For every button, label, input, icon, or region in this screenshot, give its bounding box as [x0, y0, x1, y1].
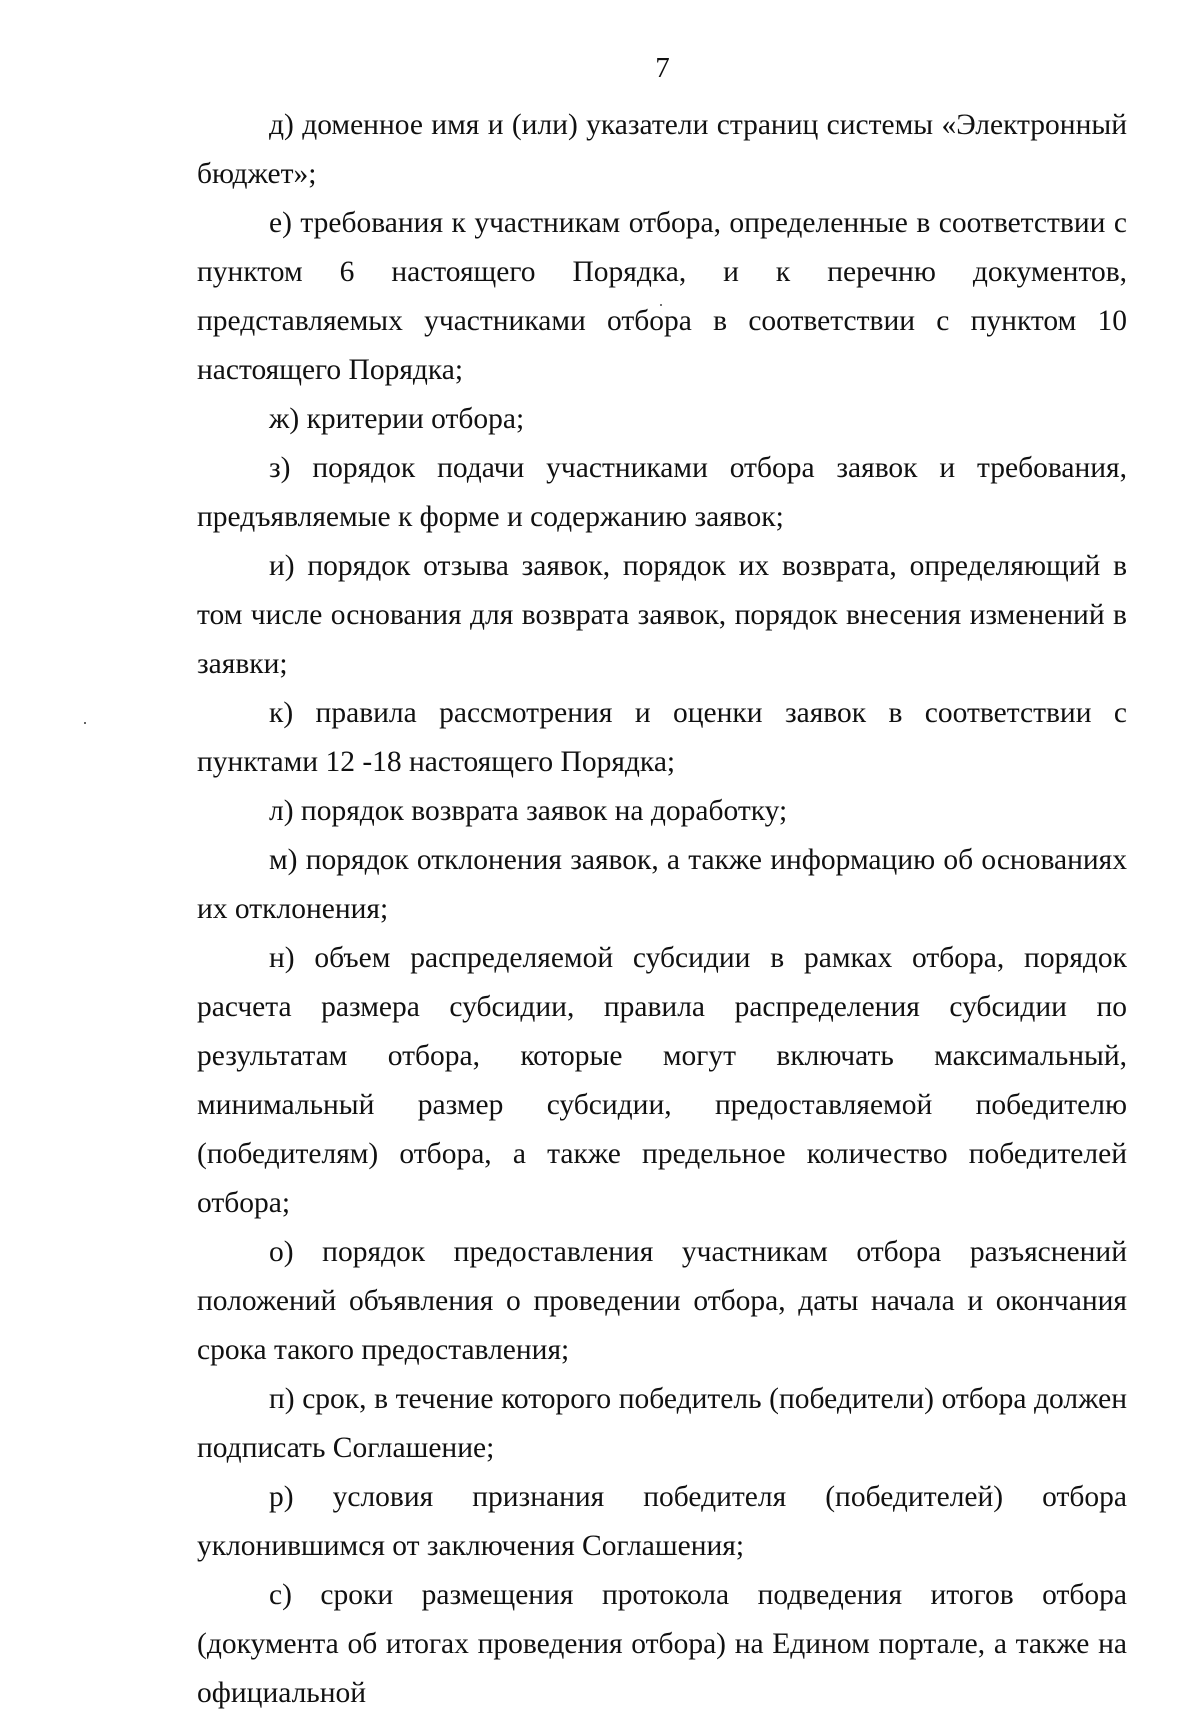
list-item-r: р) условия признания победителя (победителей) отбора уклонившимся от заключения Соглашения;	[197, 1481, 1127, 1562]
list-item-z: з) порядок подачи участниками отбора заявок и требования, предъявляемые к форме и содержанию заявок;	[197, 452, 1127, 533]
list-item-m: м) порядок отклонения заявок, а также информацию об основаниях их отклонения;	[197, 844, 1127, 925]
list-item-s: с) сроки размещения протокола подведения итогов отбора (документа об итогах проведения отбора) на Едином портале, а также на официальной	[197, 1579, 1127, 1709]
list-item-i: и) порядок отзыва заявок, порядок их возврата, определяющий в том числе основания для возврата заявок, порядок внесения изменений в заявки;	[197, 550, 1127, 680]
list-item-zh: ж) критерии отбора;	[269, 403, 525, 435]
document-body	[197, 101, 1127, 1718]
list-item-l: л) порядок возврата заявок на доработку;	[269, 795, 788, 827]
list-item-k: к) правила рассмотрения и оценки заявок в соответствии с пунктами 12 -18 настоящего Порядка;	[197, 697, 1127, 778]
list-item-n: н) объем распределяемой субсидии в рамках отбора, порядок расчета размера субсидии, правила распределения субсидии по результатам отбора, которые могут включать максимальный, минимальный размер субсидии, предоставляемой победителю (победителям) отбора, а также предельное количество победителей отбора;	[197, 942, 1127, 1219]
page-number: 7	[655, 52, 670, 84]
scan-artifact-dot	[84, 722, 86, 724]
list-item-o: о) порядок предоставления участникам отбора разъяснений положений объявления о проведении отбора, даты начала и окончания срока такого предоставления;	[197, 1236, 1127, 1366]
list-item-d: д) доменное имя и (или) указатели страниц системы «Электронный бюджет»;	[197, 109, 1127, 190]
list-item-p: п) срок, в течение которого победитель (победители) отбора должен подписать Соглашение;	[197, 1383, 1127, 1464]
list-item-e: е) требования к участникам отбора, определенные в соответствии с пунктом 6 настоящего Порядка, и к перечню документов, представляемых участниками отбора в соответствии с пунктом 10 настоящего Порядка;	[197, 207, 1127, 386]
